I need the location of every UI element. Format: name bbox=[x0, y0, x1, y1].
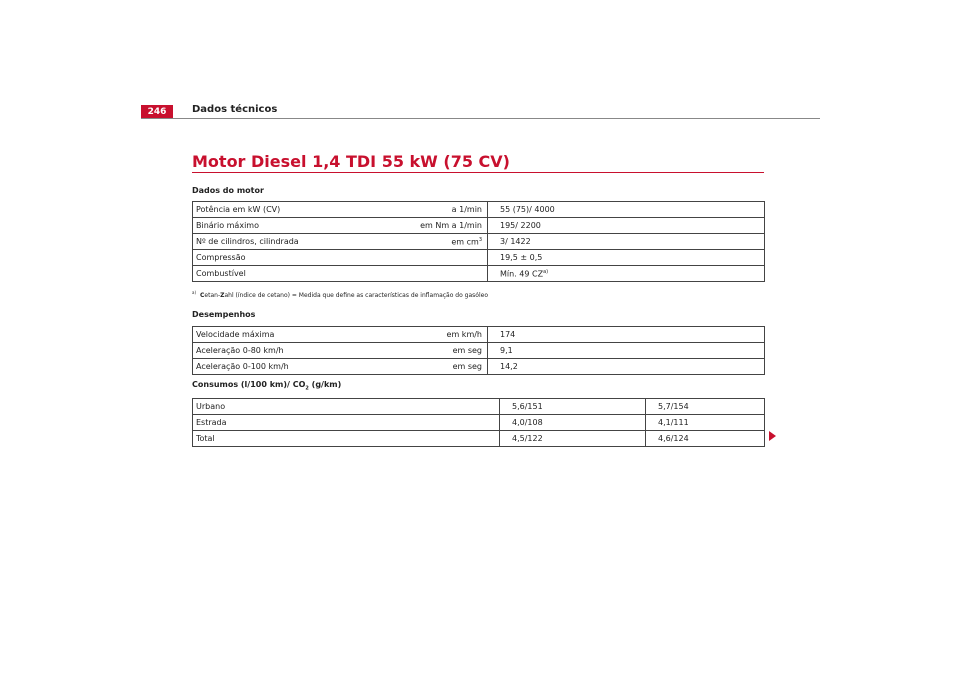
row-label: Combustível bbox=[193, 266, 360, 282]
row-value: 3/ 1422 bbox=[488, 234, 765, 250]
row-label: Urbano bbox=[193, 399, 500, 415]
footnote-text: ahl (índice de cetano) = Medida que define as características de inflamação do gasóleo bbox=[224, 292, 488, 299]
row-label: Binário máximo bbox=[193, 218, 360, 234]
row-value: 55 (75)/ 4000 bbox=[488, 202, 765, 218]
row-label: Estrada bbox=[193, 415, 500, 431]
row-label: Velocidade máxima bbox=[193, 327, 360, 343]
consumption-heading-sub: 2 bbox=[305, 385, 309, 392]
row-unit bbox=[359, 250, 488, 266]
table-row bbox=[193, 218, 765, 234]
row-label: Nº de cilindros, cilindrada bbox=[193, 234, 360, 250]
footnote-mark: a) bbox=[192, 290, 197, 295]
row-label: Aceleração 0-80 km/h bbox=[193, 343, 360, 359]
row-unit: a 1/min bbox=[359, 202, 488, 218]
table-row bbox=[193, 415, 765, 431]
row-value bbox=[488, 266, 765, 282]
consumption-heading-post: (g/km) bbox=[308, 380, 342, 389]
table-row bbox=[193, 343, 765, 359]
engine-table bbox=[192, 201, 765, 282]
row-value-1: 4,0/108 bbox=[500, 415, 646, 431]
row-unit: em seg bbox=[359, 359, 488, 375]
row-value-2: 4,1/111 bbox=[646, 415, 765, 431]
row-unit bbox=[359, 266, 488, 282]
table-row bbox=[193, 250, 765, 266]
row-value: 9,1 bbox=[488, 343, 765, 359]
next-page-arrow-icon bbox=[769, 431, 776, 441]
row-value: 14,2 bbox=[488, 359, 765, 375]
row-value: 195/ 2200 bbox=[488, 218, 765, 234]
value-text: Mín. 49 CZ bbox=[500, 269, 544, 279]
footnote-c: C bbox=[200, 292, 205, 299]
row-value-1: 5,6/151 bbox=[500, 399, 646, 415]
table-row bbox=[193, 359, 765, 375]
row-value: 174 bbox=[488, 327, 765, 343]
consumption-table bbox=[192, 398, 765, 447]
table-row bbox=[193, 327, 765, 343]
footnote-reference: a) bbox=[543, 268, 549, 275]
row-label: Potência em kW (CV) bbox=[193, 202, 360, 218]
unit-superscript: 3 bbox=[478, 236, 482, 243]
footnote bbox=[192, 290, 488, 299]
row-unit: em seg bbox=[359, 343, 488, 359]
consumption-heading-pre: Consumos (l/100 km)/ CO bbox=[192, 380, 306, 389]
table-row bbox=[193, 266, 765, 282]
footnote-etan: etan- bbox=[204, 292, 221, 299]
title-divider bbox=[192, 172, 764, 173]
table-row bbox=[193, 431, 765, 447]
footnote-z: Z bbox=[220, 292, 225, 299]
row-unit bbox=[359, 234, 488, 250]
row-unit: em Nm a 1/min bbox=[359, 218, 488, 234]
page-number: 246 bbox=[141, 105, 173, 119]
header-title: Dados técnicos bbox=[192, 104, 278, 115]
row-value-2: 5,7/154 bbox=[646, 399, 765, 415]
engine-heading: Dados do motor bbox=[192, 186, 264, 195]
page-title: Motor Diesel 1,4 TDI 55 kW (75 CV) bbox=[192, 152, 510, 171]
header-divider bbox=[141, 118, 820, 119]
row-label: Compressão bbox=[193, 250, 360, 266]
row-label: Total bbox=[193, 431, 500, 447]
table-row bbox=[193, 399, 765, 415]
performance-heading: Desempenhos bbox=[192, 310, 256, 319]
table-row bbox=[193, 202, 765, 218]
performance-table bbox=[192, 326, 765, 375]
row-unit: em km/h bbox=[359, 327, 488, 343]
row-value: 19,5 ± 0,5 bbox=[488, 250, 765, 266]
row-label: Aceleração 0-100 km/h bbox=[193, 359, 360, 375]
table-row bbox=[193, 234, 765, 250]
row-value-1: 4,5/122 bbox=[500, 431, 646, 447]
unit-text: em cm bbox=[451, 237, 479, 247]
row-value-2: 4,6/124 bbox=[646, 431, 765, 447]
consumption-heading bbox=[192, 380, 341, 392]
